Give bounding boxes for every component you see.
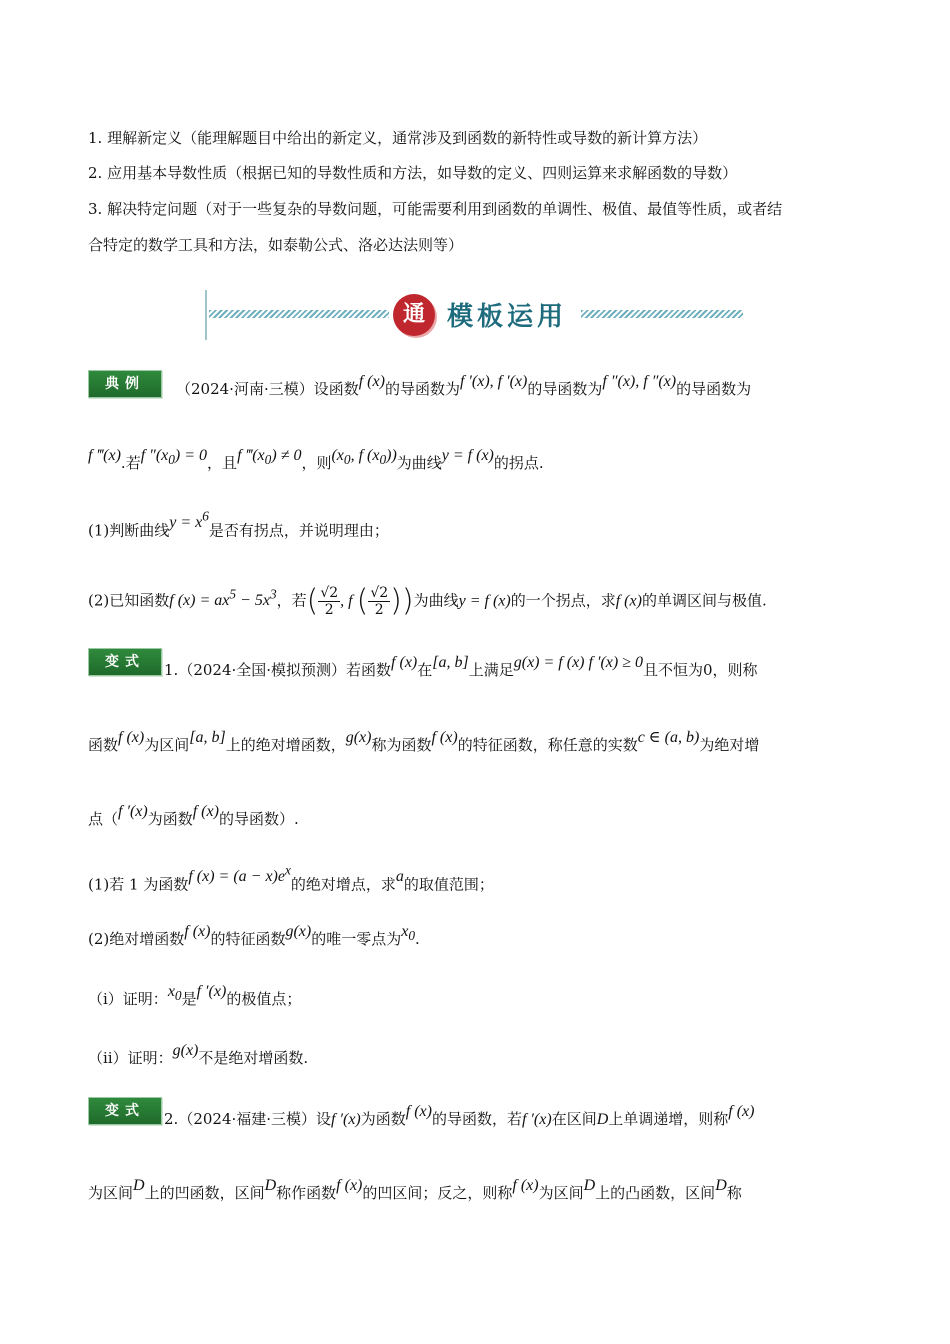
banner-badge-icon: 通 <box>393 294 435 336</box>
point-3: 3. 解决特定问题（对于一些复杂的导数问题，可能需要利用到函数的单调性、极值、最值等性质，或者结 <box>88 200 783 218</box>
variant2-source: （2024·福建·三模） <box>178 1110 317 1128</box>
banner-title: 模板运用 <box>447 302 568 332</box>
variant2-line-1: 2.（2024·福建·三模）设f ′(x)为函数f (x)的导函数，若f ′(x)在区间D上单调递增，则称f (x) <box>164 1103 755 1128</box>
fraction: $\frac{√2}{2}$ <box>320 584 339 618</box>
banner-divider <box>205 290 207 340</box>
example-tag: 典例 <box>88 370 162 398</box>
fraction: $\frac{√2}{2}$ <box>370 584 389 618</box>
variant2-line-2: 为区间D上的凹函数，区间D称作函数f (x)的凹区间；反之，则称f (x)为区间D上的凸函数，区间D称 <box>88 1177 742 1202</box>
example-line-2: f ‴(x).若f $''(x_0) = 0$，且f $‴(x_0) \ne 0$，则($x_0$, f $(x_0)$)为曲线y = f (x)的拐点. <box>88 447 544 472</box>
example-line-1: （2024·河南·三模）设函数f (x)的导函数为f ′(x), f ′(x)的导函数为f ″(x), f ″(x)的导函数为 <box>176 373 752 398</box>
banner-right-hatch <box>581 310 743 318</box>
section-banner <box>205 290 745 340</box>
banner-left-hatch <box>209 310 389 318</box>
variant1-source: （2024·全国·模拟预测） <box>178 661 347 679</box>
example-q2: (2)已知函数f $(x) = ax^5 - 5x^3$，若( $\frac{√2}{2}$ , f ( $\frac{√2}{2}$ ))为曲线y = f (x)的一个拐点，求f (x)的单调区间与极值. <box>88 583 767 619</box>
variant1-line-3: 点（f ′(x)为函数f (x)的导函数）. <box>88 803 299 828</box>
variant2-tag: 变式 <box>88 1097 162 1125</box>
variant1-line-2: 函数f (x)为区间[a, b]上的绝对增函数，g(x)称为函数f (x)的特征函数，称任意的实数c ∈ (a, b)为绝对增 <box>88 729 760 754</box>
variant1-qii: （ⅱ）证明：g(x)不是绝对增函数. <box>88 1042 309 1067</box>
variant1-q1: (1)若 1 为函数f $(x) = (a - x)e^x$的绝对增点，求a的取值范围； <box>88 863 494 894</box>
example-source: （2024·河南·三模） <box>176 380 314 398</box>
variant1-tag: 变式 <box>88 648 162 676</box>
variant1-q2: (2)绝对增函数f (x)的特征函数g(x)的唯一零点为$x_0$. <box>88 923 420 948</box>
point-1: 1. 理解新定义（能理解题目中给出的新定义，通常涉及到函数的新特性或导数的新计算方法） <box>88 129 708 147</box>
variant1-qi: （ⅰ）证明：$x_0$是f ′(x)的极值点； <box>88 983 302 1008</box>
point-2: 2. 应用基本导数性质（根据已知的导数性质和方法，如导数的定义、四则运算来求解函数的导数） <box>88 164 738 182</box>
point-3-cont: 合特定的数学工具和方法，如泰勒公式、洛必达法则等） <box>88 236 464 254</box>
variant1-line-1: 1.（2024·全国·模拟预测）若函数f (x)在[a, b]上满足g(x) = f (x) f ′(x) ≥ 0且不恒为0，则称 <box>164 654 758 679</box>
example-q1: (1)判断曲线$y = x^6$是否有拐点，并说明理由； <box>88 509 389 540</box>
